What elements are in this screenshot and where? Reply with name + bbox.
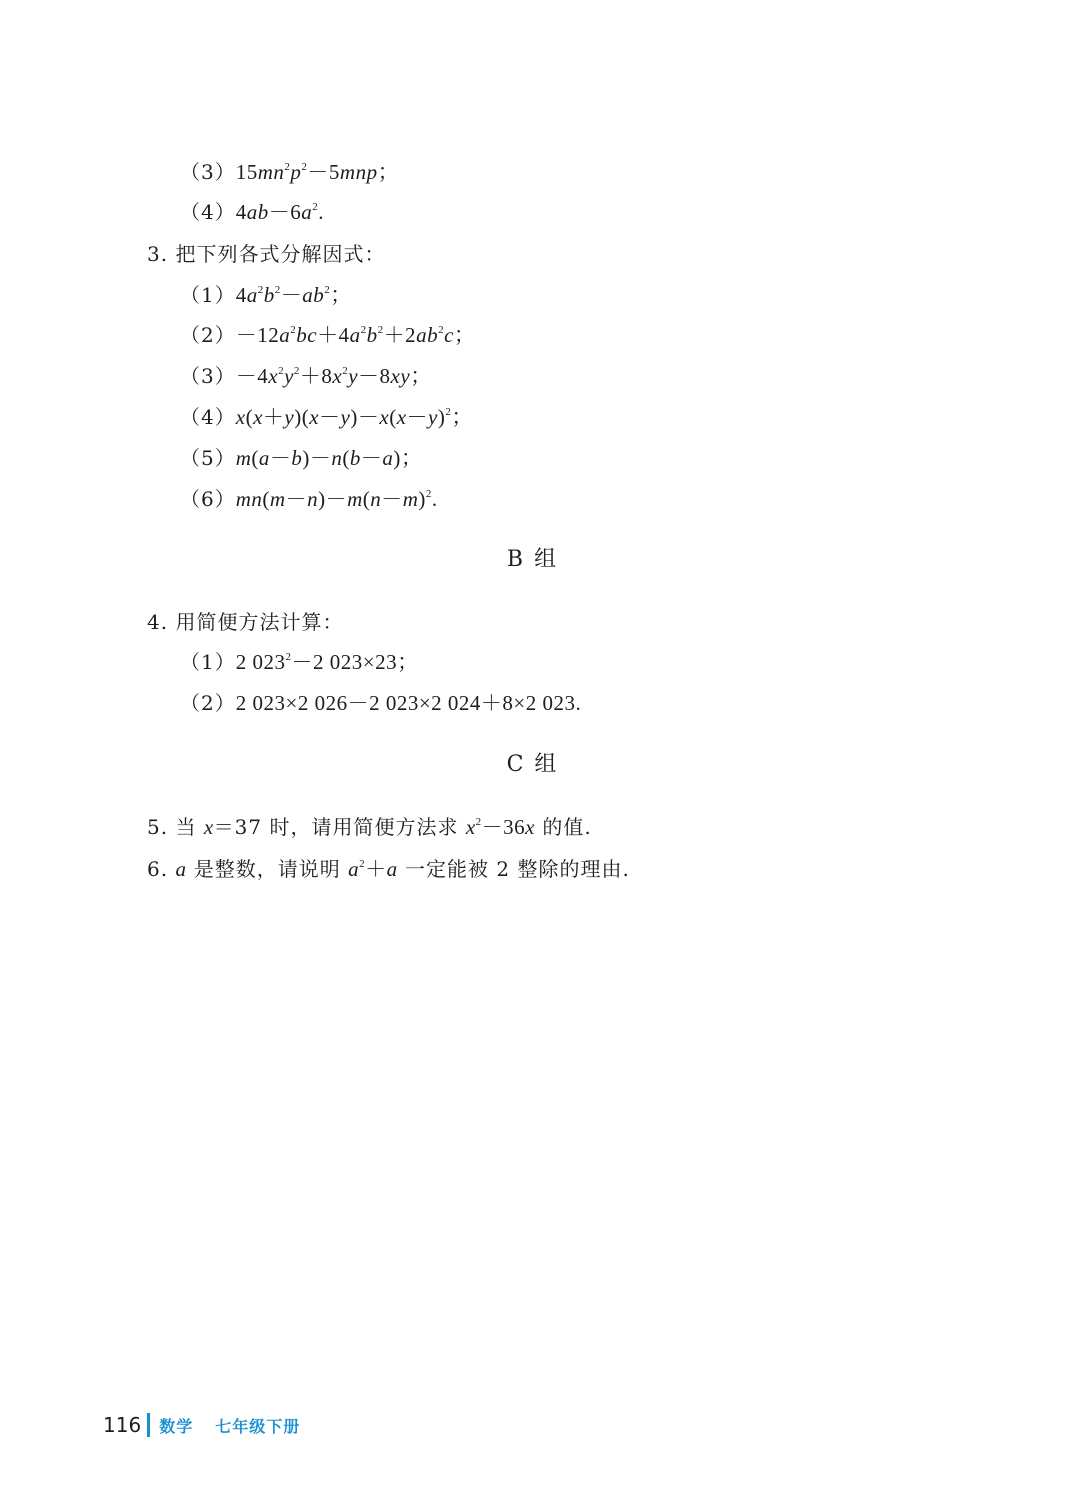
- item-label: （1）: [180, 650, 236, 674]
- math-expression: $mn(m-n)-m(n-m)^2$.: [235, 487, 438, 511]
- problem-3-5: [180, 444, 422, 472]
- problem-6-mid: 是整数，请说明: [193, 857, 341, 881]
- variable-a: a: [175, 857, 187, 881]
- problem-2-4: [180, 198, 324, 226]
- math-expression: $15mn^2p^2-5mnp$；: [235, 160, 400, 184]
- item-label: （4）: [180, 200, 236, 224]
- math-expression: $-4x^2y^2+8x^2y-8xy$；: [235, 364, 432, 388]
- variable-x: x: [203, 815, 214, 839]
- problem-4-heading: 4. 用简便方法计算：: [147, 610, 344, 634]
- footer-book-title: 数学: [159, 1416, 194, 1436]
- problem-6-number: 6.: [147, 857, 169, 881]
- page-footer: [103, 1410, 300, 1440]
- item-label: （2）: [180, 323, 236, 347]
- math-expression: m(a－b)－n(b－a)；: [235, 446, 423, 470]
- math-expression: $-12a^2bc+4a^2b^2+2ab^2c$；: [235, 323, 476, 347]
- page-number: 116: [103, 1413, 142, 1437]
- problem-3-2: [180, 321, 475, 349]
- footer-volume: 七年级下册: [215, 1416, 301, 1436]
- problem-3-heading: 3. 把下列各式分解因式：: [147, 242, 386, 266]
- item-label: （6）: [180, 487, 236, 511]
- problem-6-end: 一定能被 2 整除的理由.: [405, 857, 630, 881]
- item-label: （2）: [180, 691, 236, 715]
- item-label: （4）: [180, 405, 236, 429]
- math-expression: $x(x+y)(x-y)-x(x-y)^2$；: [235, 405, 473, 429]
- math-expression: 2 023×2 026－2 023×2 024＋8×2 023.: [235, 691, 582, 715]
- problem-4-2: [180, 689, 581, 717]
- problem-5: [147, 813, 592, 841]
- problem-6: [147, 855, 630, 883]
- math-expression: $4ab-6a^2$.: [235, 200, 324, 224]
- problem-4-1: [180, 648, 419, 676]
- math-expression: 2 $023^2-2$ 023×23；: [235, 650, 419, 674]
- problem-5-end: 的值.: [542, 815, 592, 839]
- math-expression: $a^2+a$: [348, 857, 398, 881]
- item-label: （1）: [180, 283, 236, 307]
- problem-3-3: [180, 362, 432, 390]
- problem-3-6: [180, 485, 438, 513]
- problem-3-4: [180, 403, 473, 431]
- footer-divider: [147, 1413, 150, 1437]
- group-b-heading: B 组: [506, 547, 559, 572]
- math-expression: $4a^2b^2-ab^2$；: [235, 283, 352, 307]
- math-expression: $x^2-36x$: [465, 815, 535, 839]
- group-c-heading: C 组: [506, 752, 559, 777]
- item-label: （3）: [180, 160, 236, 184]
- problem-5-number: 5. 当: [147, 815, 197, 839]
- item-label: （5）: [180, 446, 236, 470]
- problem-5-mid: ＝37 时，请用简便方法求: [213, 815, 459, 839]
- problem-3-1: [180, 281, 352, 309]
- problem-2-3: [180, 158, 399, 186]
- item-label: （3）: [180, 364, 236, 388]
